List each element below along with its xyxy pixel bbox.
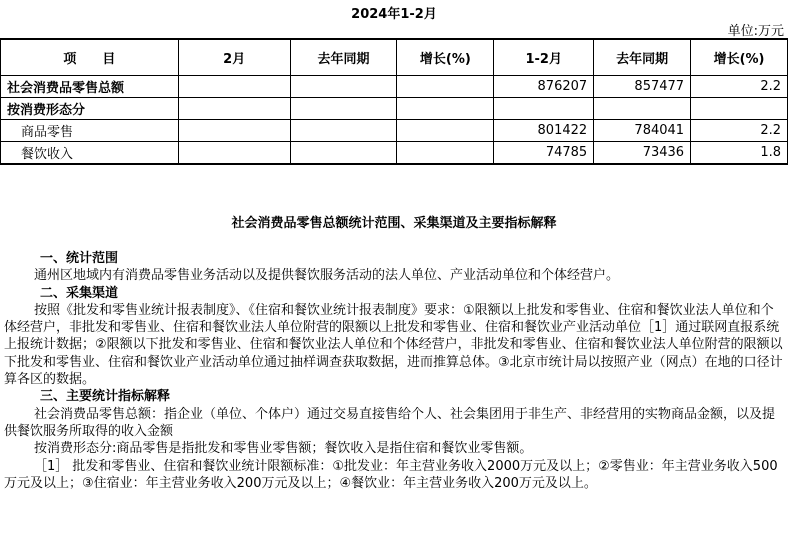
cell-ytd-prev: 784041 (594, 120, 691, 142)
cell-ytd-growth: 2.2 (691, 76, 788, 98)
unit-label: 单位:万元 (727, 24, 784, 39)
cell-feb-prev (290, 76, 397, 98)
section-text-consumption-form: 按消费形态分:商品零售是指批发和零售业零售额；餐饮收入是指住宿和餐饮业零售额。 (34, 441, 533, 457)
cell-feb (178, 76, 290, 98)
report-title: 2024年1-2月 (351, 7, 437, 22)
cell-feb-growth (397, 142, 494, 165)
cell-ytd-prev: 73436 (594, 142, 691, 165)
cell-ytd-growth (691, 98, 788, 120)
cell-feb (178, 142, 290, 165)
cell-ytd-prev (594, 98, 691, 120)
cell-ytd: 801422 (494, 120, 594, 142)
cell-feb-prev (290, 142, 397, 165)
column-header-month: 2月 (178, 39, 290, 76)
cell-feb (178, 98, 290, 120)
section-text-channels: 按照《批发和零售业统计报表制度》、《住宿和餐饮业统计报表制度》要求：①限额以上批发和零售业、住宿和餐饮业法人单位和个体经营户，非批发和零售业、住宿和餐饮业法人单位附营的限额以上批发和零售业、住宿和餐饮业产业活动单位［1］通过联网直报系统上报统计数据；②限额以下批发和零售业、住宿和餐饮业法人单位和个体经营户，非批发和零售业、住宿和餐饮业法人单位附营的限额以下批发和零售业、住宿和餐饮业产业活动单位通过抽样调查获取数据，进而推算总体。③北京市统计局以按照产业（网点）在地的口径计算各区的数据。 (4, 302, 783, 388)
cell-feb-growth (397, 76, 494, 98)
cell-ytd-prev: 857477 (594, 76, 691, 98)
notes-body (4, 250, 784, 492)
cell-ytd: 74785 (494, 142, 594, 165)
table-row (1, 142, 788, 165)
cell-ytd: 876207 (494, 76, 594, 98)
table-row (1, 98, 788, 120)
section-text-retail-definition: 社会消费品零售总额：指企业（单位、个体户）通过交易直接售给个人、社会集团用于非生产、非经营用的实物商品金额，以及提供餐饮服务所取得的收入金额 (4, 406, 776, 439)
column-header-month-prev: 去年同期 (290, 39, 397, 76)
row-label: 商品零售 (1, 120, 179, 142)
notes-title: 社会消费品零售总额统计范围、采集渠道及主要指标解释 (231, 216, 557, 231)
column-header-ytd: 1-2月 (494, 39, 594, 76)
cell-feb (178, 120, 290, 142)
retail-sales-table (0, 38, 788, 165)
cell-feb-growth (397, 98, 494, 120)
column-header-item: 项 目 (1, 39, 179, 76)
section-heading-indicators: 三、主要统计指标解释 (40, 389, 171, 405)
cell-feb-growth (397, 120, 494, 142)
row-label: 按消费形态分 (1, 98, 179, 120)
column-header-month-growth: 增长(%) (397, 39, 494, 76)
cell-ytd (494, 98, 594, 120)
cell-feb-prev (290, 120, 397, 142)
table-header-row (1, 39, 788, 76)
table-row (1, 76, 788, 98)
section-heading-scope: 一、统计范围 (40, 251, 119, 266)
column-header-ytd-growth: 增长(%) (691, 39, 788, 76)
column-header-ytd-prev: 去年同期 (594, 39, 691, 76)
section-heading-channels: 二、采集渠道 (40, 285, 119, 301)
cell-ytd-growth: 1.8 (691, 142, 788, 165)
row-label: 餐饮收入 (1, 142, 179, 165)
table-row (1, 120, 788, 142)
cell-feb-prev (290, 98, 397, 120)
section-text-scope: 通州区地域内有消费品零售业务活动以及提供餐饮服务活动的法人单位、产业活动单位和个体经营户。 (34, 268, 620, 284)
row-label: 社会消费品零售总额 (1, 76, 179, 98)
footnote: ［1］ 批发和零售业、住宿和餐饮业统计限额标准：①批发业：年主营业务收入2000万元及以上；②零售业：年主营业务收入500万元及以上；③住宿业：年主营业务收入200万元及以上；④餐饮业：年主营业务收入200万元及以上。 (4, 458, 778, 491)
cell-ytd-growth: 2.2 (691, 120, 788, 142)
